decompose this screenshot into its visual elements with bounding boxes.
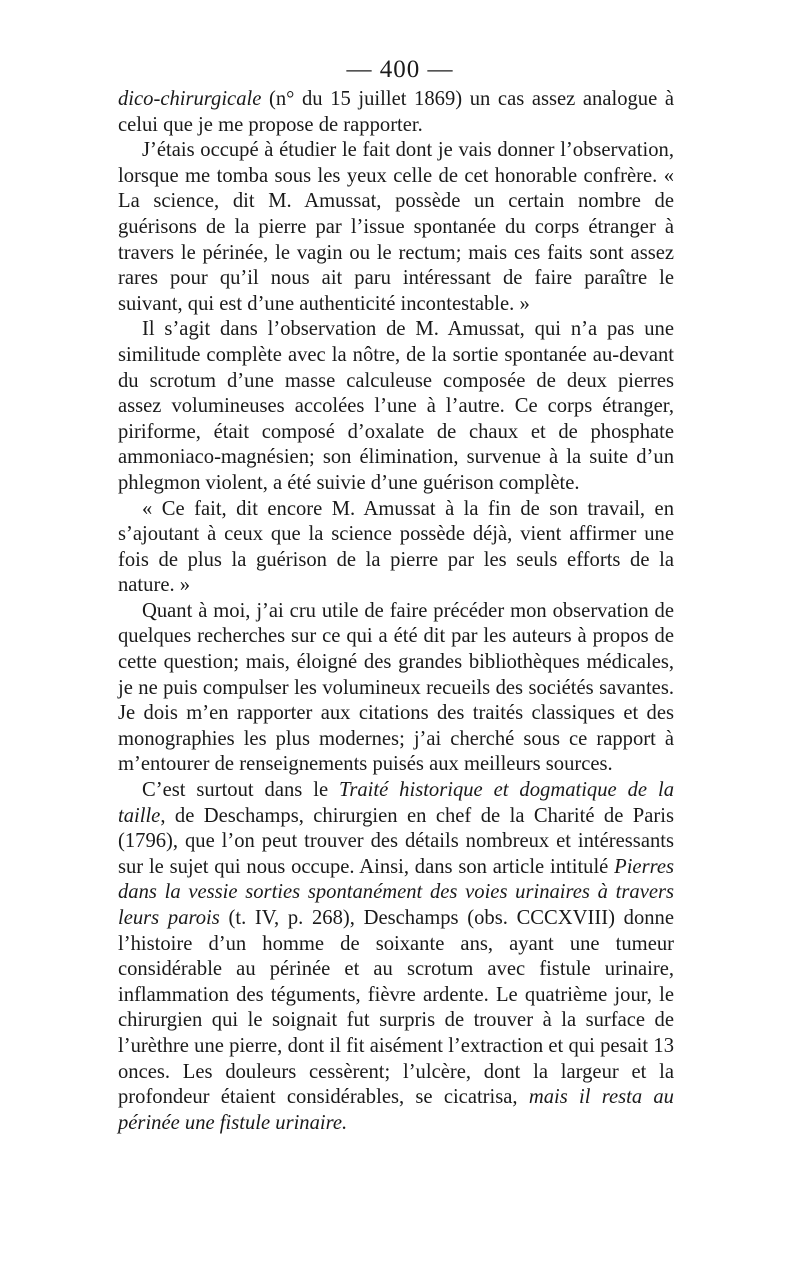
paragraph-text: (t. IV, p. 268), Deschamps (obs. CCCXVIII) donne l’histoire d’un homme de soixante ans, ayant une tumeur considérable au périnée et au scrotum avec fistule urinaire, inflammation des téguments, fièvre ardente. Le quatrième jour, le chirurgien qui le soignait fut surpris de trouver à la surface de l’urèthre une pierre, dont il fit aisément l’extraction et qui pesait 13 onces. Les douleurs cessèrent; l’ulcère, dont la largeur et la profondeur étaient considérables, se cicatrisa, (118, 907, 674, 1109)
paragraph (118, 599, 674, 778)
page-number: — 400 — (346, 56, 454, 83)
paragraph (118, 497, 674, 599)
paragraph (118, 317, 674, 496)
paragraph-text: Il s’agit dans l’observation de M. Amussat, qui n’a pas une similitude complète avec la nôtre, de la sortie spontanée au-devant du scrotum d’une masse calculeuse composée de deux pierres assez volumineuses accolées l’une à l’autre. Ce corps étranger, piriforme, était composé d’oxalate de chaux et de phosphate ammoniaco-magnésien; son élimination, survenue à la suite d’un phlegmon violent, a été suivie d’une guérison complète. (118, 318, 674, 494)
paragraph (118, 87, 674, 138)
paragraph-text: C’est surtout dans le (142, 779, 340, 802)
paragraph-text: Quant à moi, j’ai cru utile de faire précéder mon observation de quelques recherches sur ce qui a été dit par les auteurs à propos de cette question; mais, éloigné des grandes bibliothèques médicales, je ne puis compulser les volumineux recueils des sociétés savantes. Je dois m’en rapporter aux citations des traités classiques et des monographies les plus modernes; j’ai cherché sous ce rapport à m’entourer de renseignements puisés aux meilleurs sources. (118, 599, 674, 776)
paragraph-text: (n° du 15 juillet 1869) un cas assez analogue à celui que je me propose de rapporter. (118, 88, 674, 136)
paragraph (118, 778, 674, 1136)
italic-text: Traité historique et dogmatique de la taille (118, 779, 674, 827)
paragraph-text: « Ce fait, dit encore M. Amussat à la fin de son travail, en s’ajoutant à ceux que la science possède déjà, vient affirmer une fois de plus la guérison de la pierre par les seuls efforts de la nature. » (118, 497, 674, 597)
paragraph-text: , de Deschamps, chirurgien en chef de la Charité de Paris (1796), que l’on peut trouver des détails nombreux et intéressants sur le sujet qui nous occupe. Ainsi, dans son article intitulé (118, 804, 674, 878)
italic-text: Pierres dans la vessie sorties spontanément des voies urinaires à travers leurs parois (118, 855, 674, 929)
italic-text: dico-chirurgicale (118, 88, 262, 110)
paragraph-text: J’étais occupé à étudier le fait dont je vais donner l’observation, lorsque me tomba sous les yeux celle de cet honorable confrère. « La science, dit M. Amussat, possède un certain nombre de guérisons de la pierre par l’issue spontanée du corps étranger à travers le périnée, le vagin ou le rectum; mais ces faits sont assez rares pour qu’il nous ait paru intéressant de faire paraître le suivant, qui est d’une authenticité incontestable. » (118, 139, 674, 315)
italic-text: mais il resta au périnée une fistule urinaire. (118, 1086, 674, 1134)
paragraph (118, 138, 674, 317)
body-text (118, 87, 674, 1136)
